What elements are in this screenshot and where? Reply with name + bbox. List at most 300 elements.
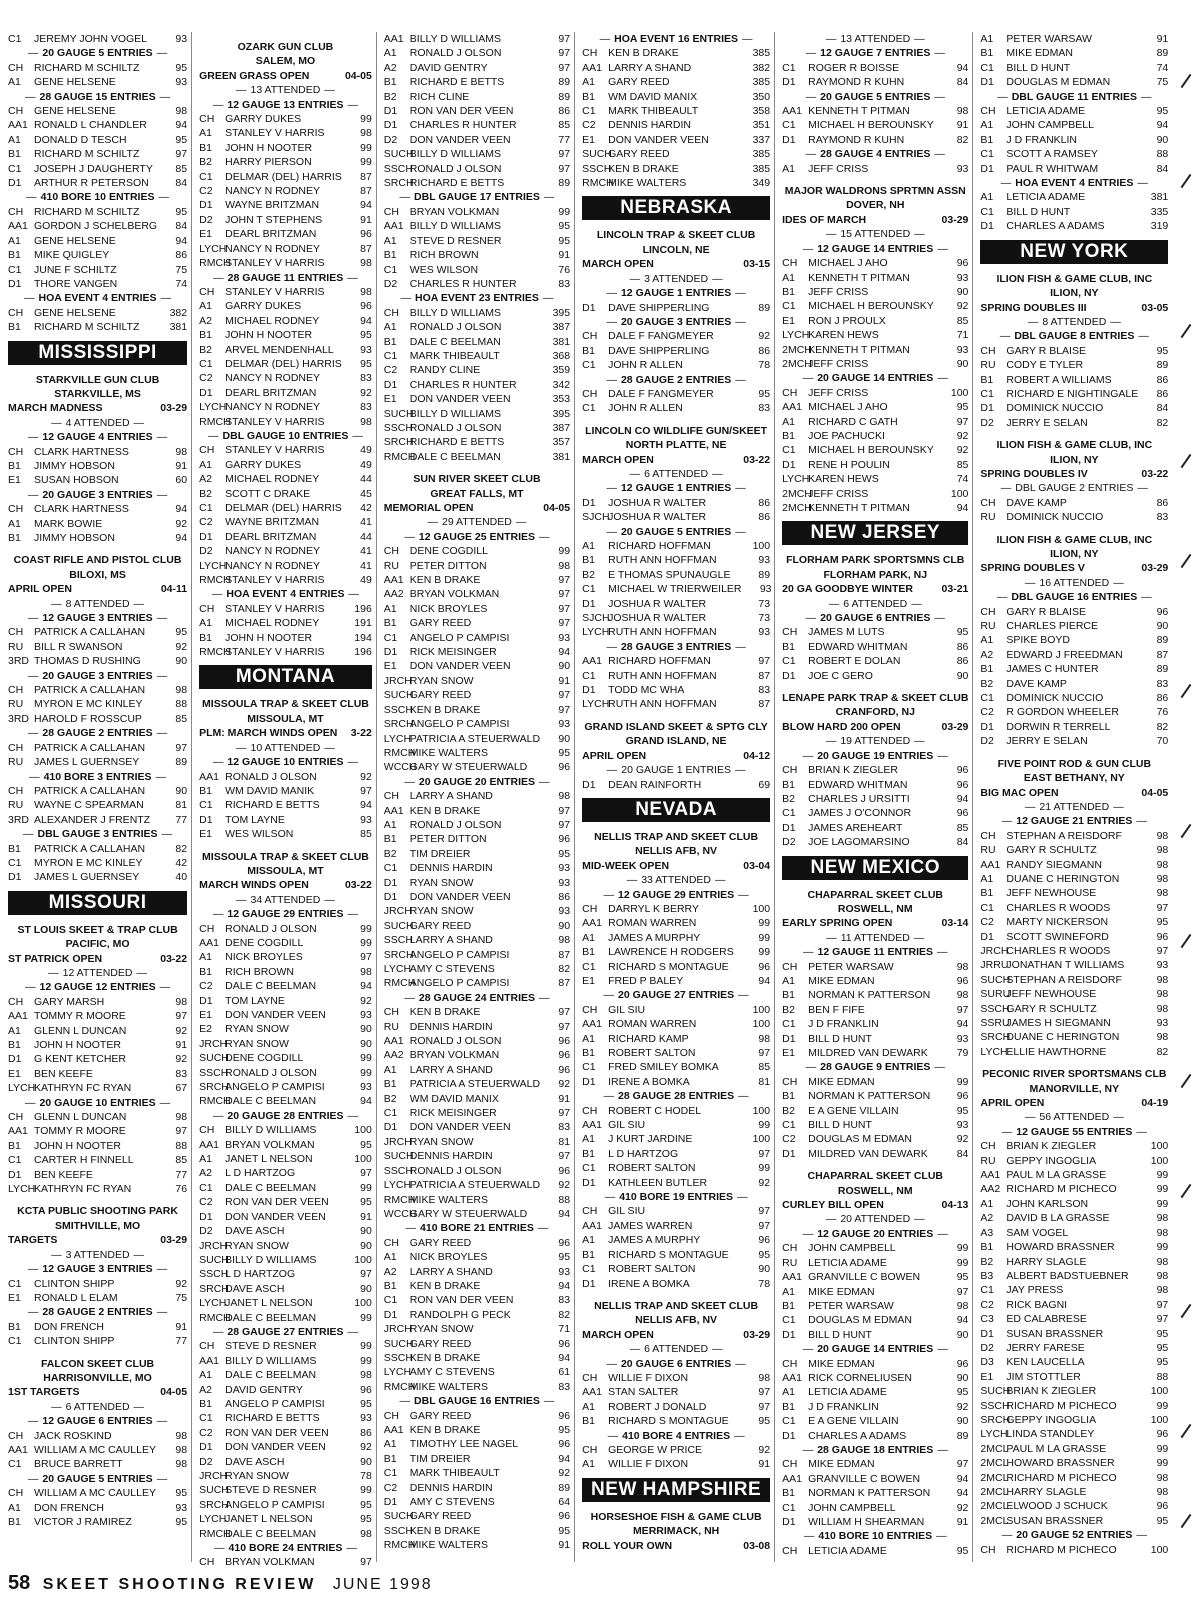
- class-code: CH: [582, 902, 598, 915]
- shooter-name: J D FRANKLIN: [808, 1018, 879, 1031]
- shooter-name: NANCY N RODNEY: [225, 242, 321, 255]
- shooter-name: BRIAN K ZIEGLER: [1006, 1140, 1097, 1153]
- result-row: [199, 1368, 372, 1382]
- shoot-date: 04-19: [1141, 1097, 1169, 1110]
- result-row: [384, 1452, 570, 1466]
- class-code: AA1: [8, 119, 28, 132]
- shooter-name: PATRICIA A STEUERWALD: [409, 732, 541, 745]
- shooter-name: ELWOOD J SCHUCK: [1006, 1500, 1108, 1513]
- event-header: — 410 BORE 10 ENTRIES —: [8, 190, 187, 204]
- result-row: [8, 741, 187, 755]
- result-row: [384, 732, 570, 746]
- shooter-name: JANET L NELSON: [225, 1513, 313, 1526]
- shoot-title: [980, 467, 1168, 481]
- attendance: — 12 ATTENDED —: [8, 966, 187, 980]
- shooter-name: MICHAEL RODNEY: [225, 314, 320, 327]
- class-code: JRRU: [980, 959, 1009, 972]
- shooter-name: JOHN H NOOTER: [225, 329, 313, 342]
- event-header: — 12 GAUGE 20 ENTRIES —: [782, 1227, 968, 1241]
- class-code: C1: [8, 1458, 22, 1471]
- score: 98: [1156, 1226, 1169, 1239]
- shoot-name: EARLY SPRING OPEN: [782, 917, 893, 930]
- shooter-name: KENNETH T PITMAN: [808, 105, 910, 118]
- score: 86: [758, 344, 771, 357]
- result-row: [8, 1334, 187, 1348]
- shoot-date: 03-22: [160, 952, 188, 965]
- score: 97: [558, 1006, 571, 1019]
- result-row: [199, 1397, 372, 1411]
- score: 99: [758, 946, 771, 959]
- shooter-name: NANCY N RODNEY: [225, 559, 321, 572]
- result-row: [384, 32, 570, 46]
- class-code: B1: [582, 554, 595, 567]
- shooter-name: MICHAEL W TRIERWEILER: [608, 583, 742, 596]
- shooter-name: MIKE WALTERS: [608, 177, 687, 190]
- club-name: LINCOLN TRAP & SKEET CLUB: [596, 229, 756, 242]
- shooter-name: RONALD L ELAM: [34, 1291, 118, 1304]
- class-code: A1: [582, 1032, 595, 1045]
- class-code: A1: [383, 234, 397, 247]
- score: 96: [360, 300, 372, 313]
- score: 99: [1156, 1169, 1169, 1182]
- shooter-name: KEN LAUCELLA: [1006, 1356, 1085, 1369]
- result-row: [199, 198, 372, 212]
- class-code: 2MCH: [782, 357, 812, 370]
- class-code: C1: [199, 502, 213, 514]
- class-code: B1: [383, 1279, 397, 1292]
- shooter-name: JEREMY JOHN VOGEL: [34, 33, 147, 45]
- event-header: — 28 GAUGE 4 ENTRIES —: [782, 147, 968, 161]
- shooter-name: KEN B DRAKE: [409, 804, 481, 817]
- class-code: CH: [782, 1458, 798, 1471]
- shoot-date: 03-22: [344, 879, 372, 892]
- class-code: A2: [199, 1167, 212, 1180]
- score: 381: [552, 450, 571, 463]
- shooter-name: NANCY N RODNEY: [225, 185, 321, 198]
- result-row: [199, 515, 372, 529]
- class-code: RU: [980, 511, 996, 524]
- score: 95: [956, 1271, 969, 1284]
- result-row: [199, 170, 372, 184]
- event-header: — DBL GAUGE 3 ENTRIES —: [8, 827, 187, 841]
- shooter-name: TOM LAYNE: [225, 994, 285, 1007]
- shooter-name: MIKE WALTERS: [409, 1193, 488, 1206]
- score: 94: [360, 1095, 372, 1108]
- shooter-name: GARY W STEUERWALD: [409, 761, 528, 774]
- shooter-name: RYAN SNOW: [409, 1323, 474, 1336]
- class-code: A1: [199, 617, 212, 630]
- score: 90: [956, 357, 969, 370]
- shooter-name: ROGER R BOISSE: [808, 61, 900, 74]
- club-name: FALCON SKEET CLUB: [40, 1357, 155, 1370]
- score: 368: [552, 349, 571, 362]
- class-code: SUCH: [980, 1385, 1011, 1398]
- score: 87: [360, 170, 372, 183]
- result-row: [199, 1181, 372, 1195]
- shooter-name: SAM VOGEL: [1006, 1226, 1069, 1239]
- result-row: [8, 459, 187, 473]
- score: 86: [956, 640, 969, 653]
- score: 84: [1156, 162, 1169, 175]
- class-code: LYCH: [383, 1179, 412, 1192]
- shooter-name: KATHRYN FC RYAN: [34, 1183, 132, 1196]
- shooter-name: MICHAEL H BEROUNSKY: [808, 119, 934, 132]
- class-code: SUCH: [383, 1337, 414, 1350]
- result-row: [199, 112, 372, 126]
- shooter-name: PATRICK A CALLAHAN: [34, 842, 146, 855]
- result-row: [384, 876, 570, 890]
- result-row: [782, 1104, 968, 1118]
- result-row: [980, 373, 1168, 387]
- shooter-name: RICK MEISINGER: [409, 646, 497, 659]
- class-code: AA1: [782, 1371, 802, 1384]
- result-row: [582, 133, 770, 147]
- score: 94: [956, 792, 969, 805]
- class-code: A1: [980, 191, 994, 204]
- class-code: RU: [383, 1020, 399, 1033]
- result-row: [8, 133, 187, 147]
- score: 95: [956, 1386, 969, 1399]
- class-code: CH: [199, 285, 215, 298]
- score: 96: [558, 1337, 571, 1350]
- shooter-name: JAMES J O'CONNOR: [808, 807, 912, 820]
- result-row: [199, 994, 372, 1008]
- result-row: [384, 1351, 570, 1365]
- result-row: [199, 126, 372, 140]
- score: 92: [758, 330, 771, 343]
- class-code: D1: [8, 871, 22, 884]
- shoot-name: 1ST TARGETS: [8, 1386, 80, 1399]
- shooter-name: RYAN SNOW: [409, 1135, 474, 1148]
- score: 40: [175, 871, 188, 884]
- result-row: [199, 965, 372, 979]
- score: 90: [1156, 133, 1169, 146]
- result-row: [384, 1020, 570, 1034]
- score: 76: [1156, 706, 1169, 719]
- class-code: E1: [782, 314, 795, 327]
- shooter-name: TODD MC WHA: [608, 684, 685, 697]
- score: 94: [175, 234, 188, 247]
- result-row: [199, 645, 372, 659]
- class-code: D2: [980, 1341, 994, 1354]
- class-code: B2: [199, 156, 212, 169]
- class-code: C1: [383, 631, 398, 644]
- class-code: A1: [199, 1369, 212, 1382]
- shoot-title: [782, 582, 968, 596]
- score: 90: [360, 1023, 372, 1036]
- result-row: [384, 349, 570, 363]
- result-row: [782, 1241, 968, 1255]
- result-row: [980, 147, 1168, 161]
- class-code: C1: [582, 1263, 596, 1276]
- shooter-name: RYAN SNOW: [409, 905, 474, 918]
- club-name: LINCOLN CO WILDLIFE GUN/SKEET: [585, 424, 768, 437]
- class-code: CH: [383, 1236, 399, 1249]
- result-row: [980, 1226, 1168, 1240]
- results-page: [8, 32, 1169, 1569]
- result-row: [8, 712, 187, 726]
- result-row: [8, 205, 187, 219]
- score: 89: [558, 1481, 571, 1494]
- score: 92: [956, 444, 969, 457]
- class-code: SRCH: [199, 1498, 229, 1511]
- score: 93: [956, 162, 969, 175]
- class-code: A1: [383, 1438, 397, 1451]
- result-row: [8, 784, 187, 798]
- class-code: D1: [782, 458, 796, 471]
- score: 86: [1156, 496, 1169, 509]
- score: 85: [956, 821, 969, 834]
- class-code: C1: [782, 1314, 796, 1327]
- shooter-name: DENNIS HARDIN: [409, 1020, 493, 1033]
- results-column: [980, 32, 1172, 1562]
- result-row: [582, 1132, 770, 1146]
- shooter-name: JOHN T STEPHENS: [225, 213, 323, 226]
- result-row: [980, 1211, 1168, 1225]
- score: 99: [758, 931, 771, 944]
- shooter-name: WAYNE BRITZMAN: [225, 199, 320, 212]
- class-code: CH: [782, 626, 798, 639]
- result-row: [980, 843, 1168, 857]
- score: 97: [558, 818, 571, 831]
- result-row: [199, 1210, 372, 1224]
- result-row: [782, 1371, 968, 1385]
- result-row: [199, 1383, 372, 1397]
- shooter-name: RICHARD E BETTS: [225, 799, 320, 812]
- score: 98: [360, 965, 372, 978]
- result-row: [199, 530, 372, 544]
- event-header: — 28 GAUGE 3 ENTRIES —: [582, 640, 770, 654]
- shooter-name: JOE PACHUCKI: [808, 429, 885, 442]
- shooter-name: ROMAN WARREN: [608, 1018, 697, 1031]
- event-header: — 20 GAUGE 6 ENTRIES —: [782, 611, 968, 625]
- score: 92: [558, 1078, 571, 1091]
- score: 95: [558, 847, 571, 860]
- score: 93: [558, 718, 571, 731]
- club-location: GREAT FALLS, MT: [430, 487, 524, 500]
- score: 94: [1156, 119, 1169, 132]
- class-code: D2: [980, 735, 994, 748]
- shoot-title: [782, 916, 968, 930]
- class-code: CH: [582, 330, 598, 343]
- class-code: SJCH: [582, 612, 610, 625]
- result-row: [582, 147, 770, 161]
- shooter-name: GARY MARSH: [34, 995, 105, 1008]
- shooter-name: MIKE QUIGLEY: [34, 249, 110, 262]
- score: 98: [360, 285, 372, 298]
- shooter-name: JEFF CRISS: [808, 386, 869, 399]
- result-row: [384, 277, 570, 291]
- result-row: [582, 1003, 770, 1017]
- result-row: [582, 553, 770, 567]
- shooter-name: TOMMY R MOORE: [34, 1010, 126, 1023]
- result-row: [582, 1414, 770, 1428]
- result-row: [980, 387, 1168, 401]
- result-row: [582, 176, 770, 190]
- shooter-name: RICHARD HOFFMAN: [608, 655, 711, 668]
- result-row: [199, 415, 372, 429]
- shoot-date: 03-05: [1141, 301, 1169, 314]
- score: 196: [354, 646, 372, 659]
- result-row: [980, 886, 1168, 900]
- shooter-name: DALE C BEELMAN: [409, 450, 501, 463]
- class-code: D1: [199, 530, 213, 543]
- class-code: D1: [782, 133, 796, 146]
- event-header: — 28 GAUGE 2 ENTRIES —: [8, 726, 187, 740]
- result-row: [199, 1483, 372, 1497]
- result-row: [980, 829, 1168, 843]
- score: 97: [360, 951, 372, 964]
- shoot-title: [782, 213, 968, 227]
- attendance: — 20 ATTENDED —: [782, 1212, 968, 1226]
- score: 95: [175, 133, 188, 146]
- class-code: RMCH: [383, 977, 416, 990]
- club-location: FLORHAM PARK, NJ: [823, 568, 928, 581]
- score: 99: [360, 156, 372, 169]
- shooter-name: EDWARD J FREEDMAN: [1006, 648, 1123, 661]
- shooter-name: BILLY D WILLIAMS: [409, 220, 502, 233]
- class-code: SSCH: [383, 703, 413, 716]
- class-code: E1: [782, 1047, 795, 1059]
- class-code: JRCH: [383, 674, 412, 687]
- score: 93: [956, 271, 969, 284]
- club-name: COAST RIFLE AND PISTOL CLUB: [13, 554, 182, 567]
- score: 87: [360, 185, 372, 198]
- class-code: D2: [383, 133, 398, 146]
- class-code: D1: [383, 890, 398, 903]
- shooter-name: WM DAVID MANIX: [608, 90, 698, 103]
- class-code: CH: [8, 1429, 24, 1442]
- shooter-name: JOHN H NOOTER: [225, 631, 313, 644]
- shooter-name: CLARK HARTNESS: [34, 503, 129, 516]
- class-code: A1: [582, 1133, 595, 1146]
- attendance: — 15 ATTENDED —: [782, 227, 968, 241]
- shooter-name: CHARLES PIERCE: [1006, 620, 1099, 633]
- shooter-name: BILLY D WILLIAMS: [225, 1253, 317, 1266]
- shooter-name: RYAN SNOW: [409, 674, 474, 687]
- score: 385: [752, 162, 771, 175]
- score: 92: [360, 386, 372, 399]
- score: 94: [956, 61, 969, 74]
- shooter-name: ARTHUR R PETERSON: [34, 177, 149, 190]
- result-row: [199, 141, 372, 155]
- shooter-name: PATRICK A CALLAHAN: [34, 684, 146, 697]
- result-row: [582, 1262, 770, 1276]
- score: 100: [354, 1153, 372, 1166]
- class-code: CH: [199, 113, 215, 126]
- event-header: — 410 BORE 10 ENTRIES —: [782, 1529, 968, 1543]
- score: 83: [558, 1121, 571, 1134]
- class-code: B1: [582, 344, 595, 357]
- score: 196: [354, 602, 372, 615]
- score: 91: [175, 459, 188, 472]
- club-location: SALEM, MO: [255, 55, 316, 68]
- class-code: CH: [980, 496, 996, 509]
- result-row: [582, 916, 770, 930]
- score: 92: [758, 1443, 771, 1456]
- result-row: [980, 1370, 1168, 1384]
- event-header: — 20 GAUGE 6 ENTRIES —: [582, 1357, 770, 1371]
- class-code: A1: [8, 76, 21, 89]
- result-row: [782, 1089, 968, 1103]
- shooter-name: SUSAN HOBSON: [34, 474, 119, 487]
- result-row: [384, 205, 570, 219]
- class-code: A1: [383, 602, 397, 615]
- club-location: STARKVILLE, MS: [54, 387, 141, 400]
- shooter-name: DON FRENCH: [34, 1501, 104, 1514]
- score: 85: [558, 119, 571, 132]
- result-row: [582, 902, 770, 916]
- shooter-name: JOHN H NOOTER: [225, 141, 313, 154]
- shooter-name: RICHARD S MONTAGUE: [608, 1415, 729, 1428]
- shooter-name: MICHAEL RODNEY: [225, 617, 320, 630]
- shooter-name: GEPPY INGOGLIA: [1006, 1154, 1097, 1167]
- result-row: [8, 277, 187, 291]
- club-name: CHAPARRAL SKEET CLUB: [807, 1170, 944, 1183]
- result-row: [782, 1501, 968, 1515]
- result-row: [782, 792, 968, 806]
- score: 85: [175, 162, 188, 175]
- result-row: [384, 1524, 570, 1538]
- score: 98: [360, 415, 372, 428]
- class-code: JRCH: [383, 1323, 412, 1336]
- class-code: 2MCL: [980, 1471, 1009, 1484]
- result-row: [782, 429, 968, 443]
- shooter-name: RICK MEISINGER: [409, 1107, 497, 1120]
- score: 98: [1156, 1284, 1169, 1297]
- edge-mark: [1181, 1074, 1192, 1088]
- shoot-date: 03-29: [743, 1328, 771, 1341]
- score: 97: [1156, 1298, 1169, 1311]
- result-row: [8, 473, 187, 487]
- class-code: A1: [199, 1153, 212, 1166]
- class-code: D1: [782, 821, 796, 834]
- class-code: D1: [383, 105, 398, 118]
- score: 97: [558, 148, 571, 161]
- event-header: — 20 GAUGE 3 ENTRIES —: [8, 669, 187, 683]
- score: 97: [758, 1047, 771, 1059]
- shoot-name: BLOW HARD 200 OPEN: [782, 720, 901, 733]
- class-code: CH: [782, 1544, 798, 1557]
- club-name: KCTA PUBLIC SHOOTING PARK: [17, 1205, 178, 1218]
- shoot-name: APRIL OPEN: [980, 1097, 1045, 1110]
- class-code: A2: [383, 1265, 397, 1278]
- score: 93: [1156, 1017, 1169, 1029]
- shoot-date: 03-29: [1141, 562, 1169, 575]
- class-code: SSCH: [383, 1351, 413, 1364]
- shoot-date: 03-15: [743, 258, 771, 271]
- shooter-name: GARY R SCHULTZ: [1006, 844, 1097, 857]
- shooter-name: RONALD J OLSON: [409, 321, 502, 334]
- result-row: [199, 1123, 372, 1137]
- class-code: LYCH: [782, 473, 810, 486]
- shooter-name: CARTER H FINNELL: [34, 1154, 134, 1167]
- class-code: C1: [782, 444, 796, 457]
- result-row: [199, 1094, 372, 1108]
- result-row: [384, 176, 570, 190]
- event-header: — 12 GAUGE 1 ENTRIES —: [582, 481, 770, 495]
- class-code: C1: [782, 61, 796, 74]
- score: 98: [1156, 829, 1169, 842]
- shooter-name: CHARLES A ADAMS: [1006, 220, 1105, 233]
- shoot-name: SPRING DOUBLES III: [980, 301, 1087, 314]
- class-code: SSCH: [980, 1399, 1010, 1412]
- class-code: CH: [782, 1242, 798, 1255]
- attendance: — 16 ATTENDED —: [980, 576, 1168, 590]
- score: 95: [175, 1516, 188, 1528]
- shooter-name: JEFF CRISS: [808, 285, 869, 298]
- shooter-name: DENNIS HARDIN: [409, 1481, 493, 1494]
